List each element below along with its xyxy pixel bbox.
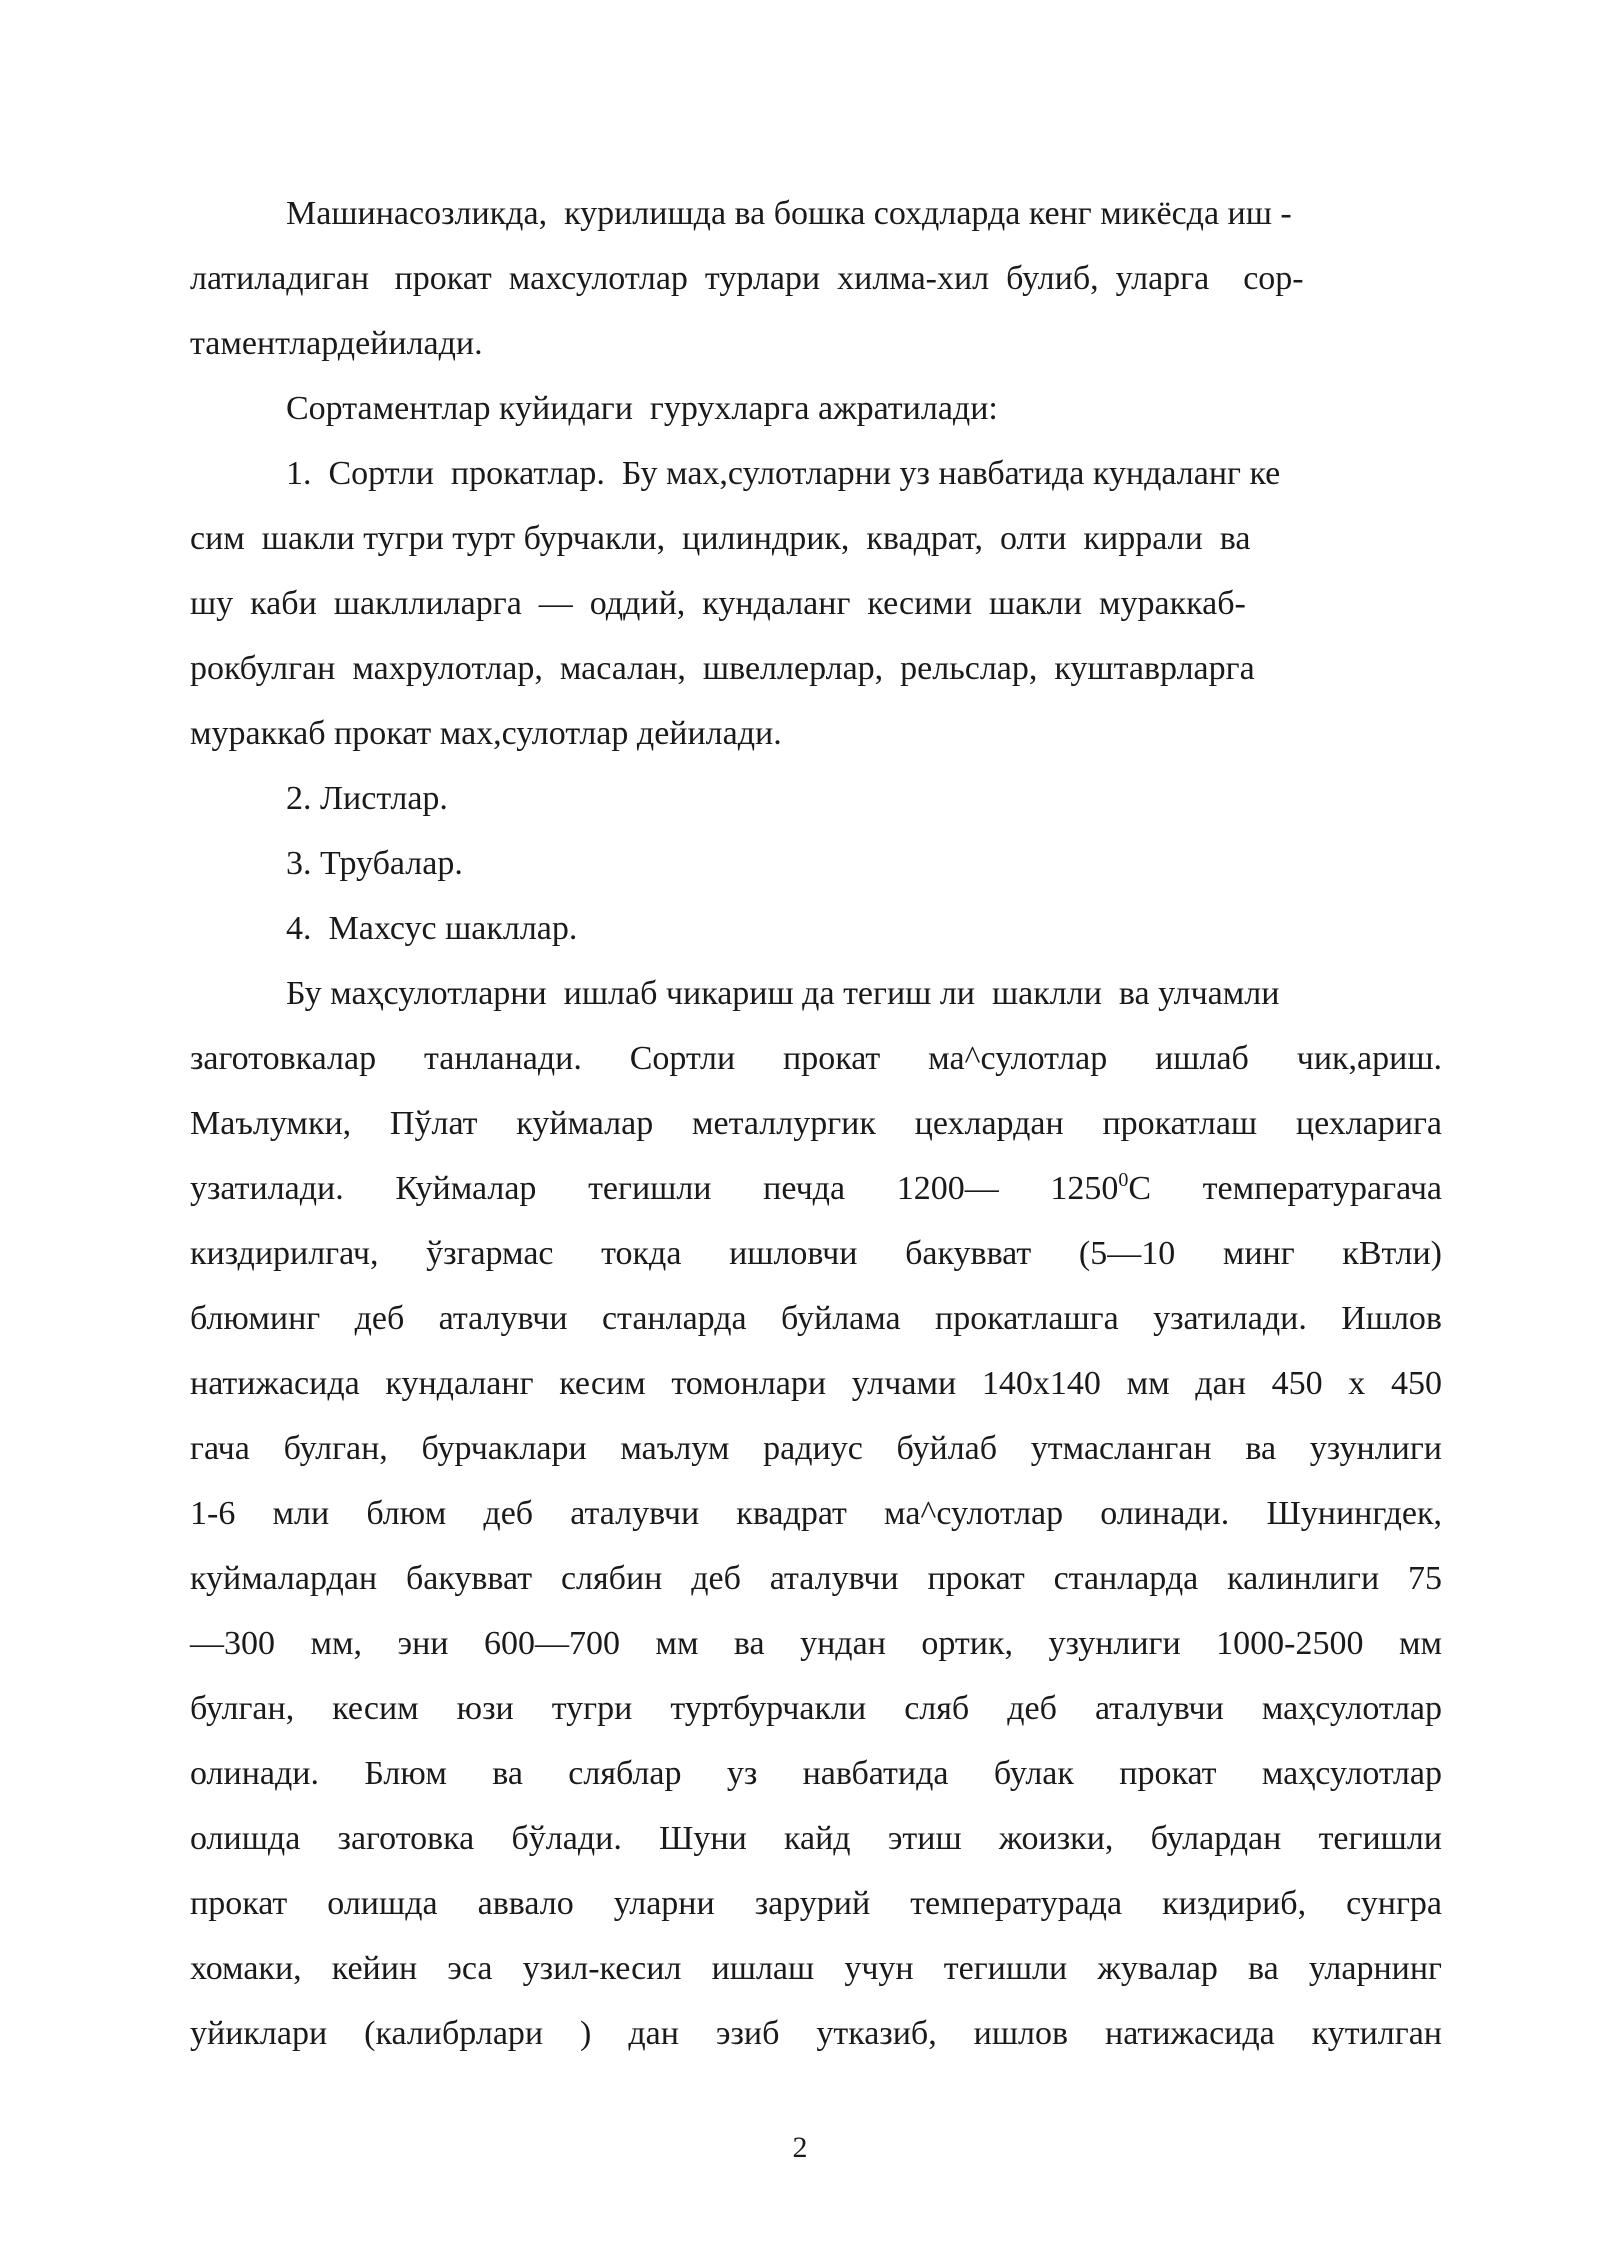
paragraph-production <box>190 966 1442 2071</box>
text-line: прокат олишда аввало уларни зарурий температурада киздириб, сунгра <box>190 1885 1442 1922</box>
text-line: натижасида кундаланг кесим томонлари улчами 140x140 мм дан 450 x 450 <box>190 1365 1442 1402</box>
text-line: Сортаментлар куйидаги гурухларга ажратилади: <box>286 390 998 427</box>
paragraph-assortment-groups <box>190 381 1442 446</box>
text-line: рокбулган махрулотлар, масалан, швеллерлар, рельслар, куштаврларга <box>190 650 1255 687</box>
text-line: Машинасозликда, курилишда ва бошка сохдларда кенг микёсда иш - <box>286 195 1292 232</box>
text-line: 1. Сортли прокатлар. Бу мах,сулотларни уз навбатида кундаланг ке <box>286 455 1281 492</box>
text-line: мураккаб прокат мах,сулотлар дейилади. <box>190 715 782 752</box>
text-line: шу каби шакллиларга — оддий, кундаланг кесими шакли мураккаб- <box>190 585 1246 622</box>
text-line: олинади. Блюм ва сляблар уз навбатида булак прокат маҳсулотлар <box>190 1755 1442 1792</box>
text-line: булган, кесим юзи тугри туртбурчакли сляб деб аталувчи маҳсулотлар <box>190 1690 1442 1727</box>
text-line: Маълумки, Пўлат куймалар металлургик цехлардан прокатлаш цехларига <box>190 1105 1442 1142</box>
text-line: олишда заготовка бўлади. Шуни кайд этиш жоизки, булардан тегишли <box>190 1820 1442 1857</box>
list-item-pipes <box>190 836 1442 901</box>
text-segment: С температурагача <box>1128 1170 1443 1207</box>
text-line: сим шакли тугри турт бурчакли, цилиндрик, квадрат, олти киррали ва <box>190 520 1251 557</box>
text-line: блюминг деб аталувчи станларда буйлама прокатлашга узатилади. Ишлов <box>190 1300 1442 1337</box>
text-line: киздирилгач, ўзгармас токда ишловчи бакувват (5—10 минг кВтли) <box>190 1235 1442 1272</box>
list-item-sheets <box>190 771 1442 836</box>
text-line: 2. Листлар. <box>286 780 448 817</box>
text-line: хомаки, кейин эса узил-кесил ишлаш учун тегишли жувалар ва уларнинг <box>190 1950 1442 1987</box>
text-line-temperature <box>190 1161 1442 1226</box>
list-item-sortly-prokat <box>190 446 1442 771</box>
page-number: 2 <box>792 2131 808 2164</box>
text-line: 4. Махсус шакллар. <box>286 910 578 947</box>
superscript-degree: 0 <box>1118 1169 1129 1191</box>
paragraph-machine-building <box>190 186 1442 381</box>
text-line: 1-6 мли блюм деб аталувчи квадрат ма^сулотлар олинади. Шунингдек, <box>190 1495 1442 1532</box>
text-line: гача булган, бурчаклари маълум радиус буйлаб утмасланган ва узунлиги <box>190 1430 1442 1467</box>
text-line: заготовкалар танланади. Сортли прокат ма^сулотлар ишлаб чик,ариш. <box>190 1040 1442 1077</box>
text-line: латиладиган прокат махсулотлар турлари хилма-хил булиб, уларга сор- <box>190 260 1304 297</box>
list-item-special-shapes <box>190 901 1442 966</box>
text-line: уйиклари (калибрлари ) дан эзиб утказиб, ишлов натижасида кутилган <box>190 2015 1442 2052</box>
text-line: таментлардейилади. <box>190 325 483 362</box>
text-segment: узатилади. Куймалар тегишли печда 1200— 1250 <box>190 1170 1119 1207</box>
text-line: Бу маҳсулотларни ишлаб чикариш да тегиш ли шаклли ва улчамли <box>286 975 1280 1012</box>
text-line: 3. Трубалар. <box>286 845 463 882</box>
text-line: куймалардан бакувват слябин деб аталувчи прокат станларда калинлиги 75 <box>190 1560 1442 1597</box>
body-text <box>190 186 1442 2071</box>
text-line: —300 мм, эни 600—700 мм ва ундан ортик, узунлиги 1000-2500 мм <box>190 1625 1442 1662</box>
